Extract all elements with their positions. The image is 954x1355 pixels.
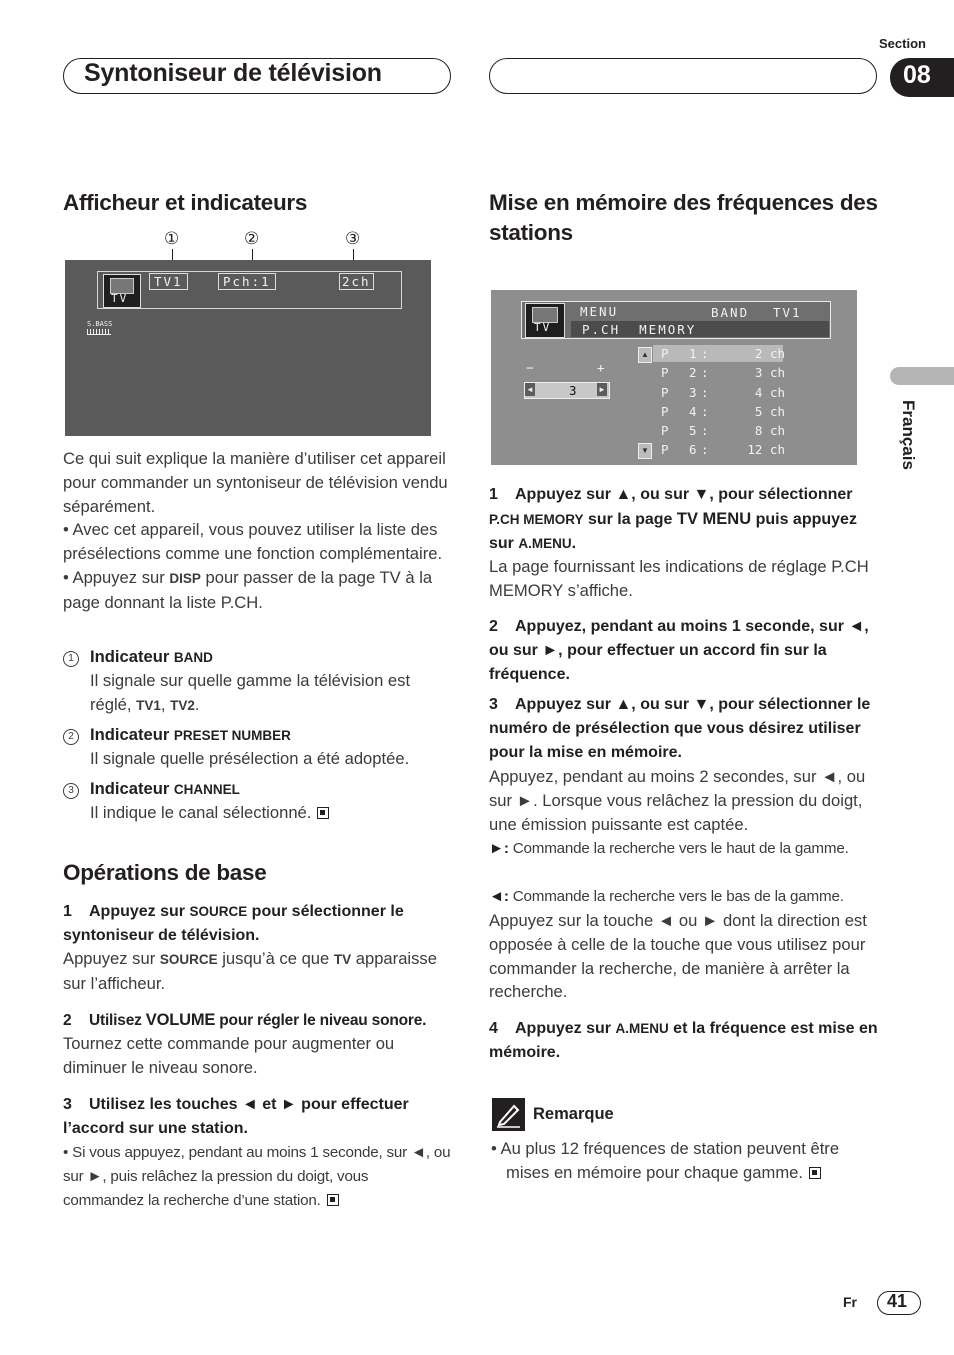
footer-language: Fr: [843, 1294, 857, 1310]
language-tab: [890, 367, 954, 385]
ops-step-1-body: Appuyez sur SOURCE jusqu’à ce que TV apparaisse sur l’afficheur.: [63, 949, 437, 993]
note-icon: [492, 1098, 525, 1131]
list-item[interactable]: P 1 : 2 ch: [661, 346, 785, 361]
list-item[interactable]: P 5 : 8 ch: [661, 423, 785, 439]
minus-label: −: [526, 360, 536, 375]
list-item[interactable]: P 6 : 12 ch: [661, 442, 785, 458]
callout-2: ②: [244, 229, 260, 248]
header-blank-frame: [489, 58, 877, 94]
tv-icon: TV: [103, 274, 141, 308]
scroll-up-icon: ▲: [638, 347, 652, 363]
band-indicator: TV1: [149, 273, 188, 290]
tv-icon: TV: [525, 303, 565, 338]
ops-step-2-body: Tournez cette commande pour augmenter ou diminuer le niveau sonore.: [63, 1034, 395, 1077]
page-label: P.CH MEMORY: [582, 322, 697, 337]
display-heading: Afficheur et indicateurs: [63, 190, 308, 215]
tv-display-screen: [65, 260, 431, 436]
channel-indicator: 2ch: [339, 273, 374, 290]
note-label: Remarque: [533, 1105, 614, 1123]
indicator-preset-number: 2 Indicateur PRESET NUMBER Il signale quelle présélection a été adoptée.: [63, 723, 453, 771]
callout-1: ①: [164, 229, 180, 248]
basic-operations-heading: Opérations de base: [63, 860, 267, 885]
memory-step-2-title: 2 Appuyez, pendant au moins 1 seconde, sur ◄, ou sur ►, pour effectuer un accord fin sur la fréquence.: [489, 618, 869, 683]
ops-step-2-title: 2 Utilisez VOLUME pour régler le niveau sonore.: [63, 1011, 427, 1029]
ops-step-3-title: 3 Utilisez les touches ◄ et ► pour effectuer l’accord sur une station.: [63, 1096, 409, 1137]
list-item[interactable]: P 2 : 3 ch: [661, 365, 785, 381]
memory-heading: Mise en mémoire des fréquences des stations: [489, 190, 878, 245]
section-label: Section: [879, 36, 926, 51]
sbass-level-icon: [87, 329, 111, 335]
memory-step-3-body: Appuyez, pendant au moins 2 secondes, sur ◄, ou sur ►. Lorsque vous relâchez la pression du doigt, une émission puissante est captée.: [489, 767, 866, 834]
seek-left-icon: ◄: [526, 385, 534, 394]
section-number: 08: [903, 61, 931, 89]
scroll-down-icon: ▼: [638, 443, 652, 459]
page-title: Syntoniseur de télévision: [84, 59, 382, 87]
menu-label: MENU: [580, 304, 619, 319]
sbass-indicator: S.BASS: [87, 320, 113, 328]
preset-indicator: Pch:1: [218, 273, 276, 290]
plus-label: +: [597, 360, 607, 375]
indicator-channel: 3 Indicateur CHANNEL Il indique le canal sélectionné.: [63, 777, 453, 825]
end-mark-icon: [327, 1194, 339, 1206]
seek-up-note: ►: Commande la recherche vers le haut de la gamme.: [489, 840, 849, 857]
memory-step-1-title: 1 Appuyez sur ▲, ou sur ▼, pour sélectionner P.CH MEMORY sur la page TV MENU puis appuyez sur A.MENU.: [489, 486, 857, 552]
fine-tune-value: 3: [569, 383, 579, 398]
list-item[interactable]: P 3 : 4 ch: [661, 384, 785, 400]
memory-step-3-title: 3 Appuyez sur ▲, ou sur ▼, pour sélectionner le numéro de présélection que vous désirez utiliser pour la mise en mémoire.: [489, 696, 871, 761]
ops-step-3-body: • Si vous appuyez, pendant au moins 1 seconde, sur ◄, ou sur ►, puis relâchez la pression du doigt, vous commandez la recherche d’une station.: [63, 1144, 451, 1209]
memory-step-1-body: La page fournissant les indications de réglage P.CH MEMORY s’affiche.: [489, 557, 869, 600]
seek-right-icon: ►: [598, 385, 606, 394]
callout-3: ③: [345, 229, 361, 248]
preset-list: [661, 346, 811, 462]
language-label: Français: [899, 400, 918, 470]
seek-down-note: ◄: Commande la recherche vers le bas de la gamme.: [489, 888, 844, 905]
band-value: TV1: [773, 305, 802, 320]
list-item[interactable]: P 4 : 5 ch: [661, 403, 785, 419]
band-label: BAND: [711, 305, 750, 320]
indicator-band: 1 Indicateur BAND Il signale sur quelle gamme la télévision est réglé, TV1, TV2.: [63, 645, 453, 718]
end-mark-icon: [317, 807, 329, 819]
ops-step-1-title: 1 Appuyez sur SOURCE pour sélectionner le syntoniseur de télévision.: [63, 903, 404, 944]
memory-step-4-title: 4 Appuyez sur A.MENU et la fréquence est mise en mémoire.: [489, 1020, 878, 1061]
note-text: • Au plus 12 fréquences de station peuvent être mises en mémoire pour chaque gamme.: [491, 1139, 840, 1182]
intro-text: Ce qui suit explique la manière d’utiliser cet appareil pour commander un syntoniseur de télévision vendu séparément. • Avec cet appareil, vous pouvez utiliser la liste des présélections comme une fonction complémentaire. • Appuyez sur DISP pour passer de la page TV à la page donnant la liste P.CH.: [63, 449, 448, 612]
end-mark-icon: [809, 1167, 821, 1179]
page-number: 41: [887, 1291, 908, 1311]
memory-step-3-body-2: Appuyez sur la touche ◄ ou ► dont la direction est opposée à celle de la touche que vous utilisez pour commander la recherche, de manière à arrêter la recherche.: [489, 911, 867, 1002]
pch-memory-screen: [491, 290, 857, 465]
